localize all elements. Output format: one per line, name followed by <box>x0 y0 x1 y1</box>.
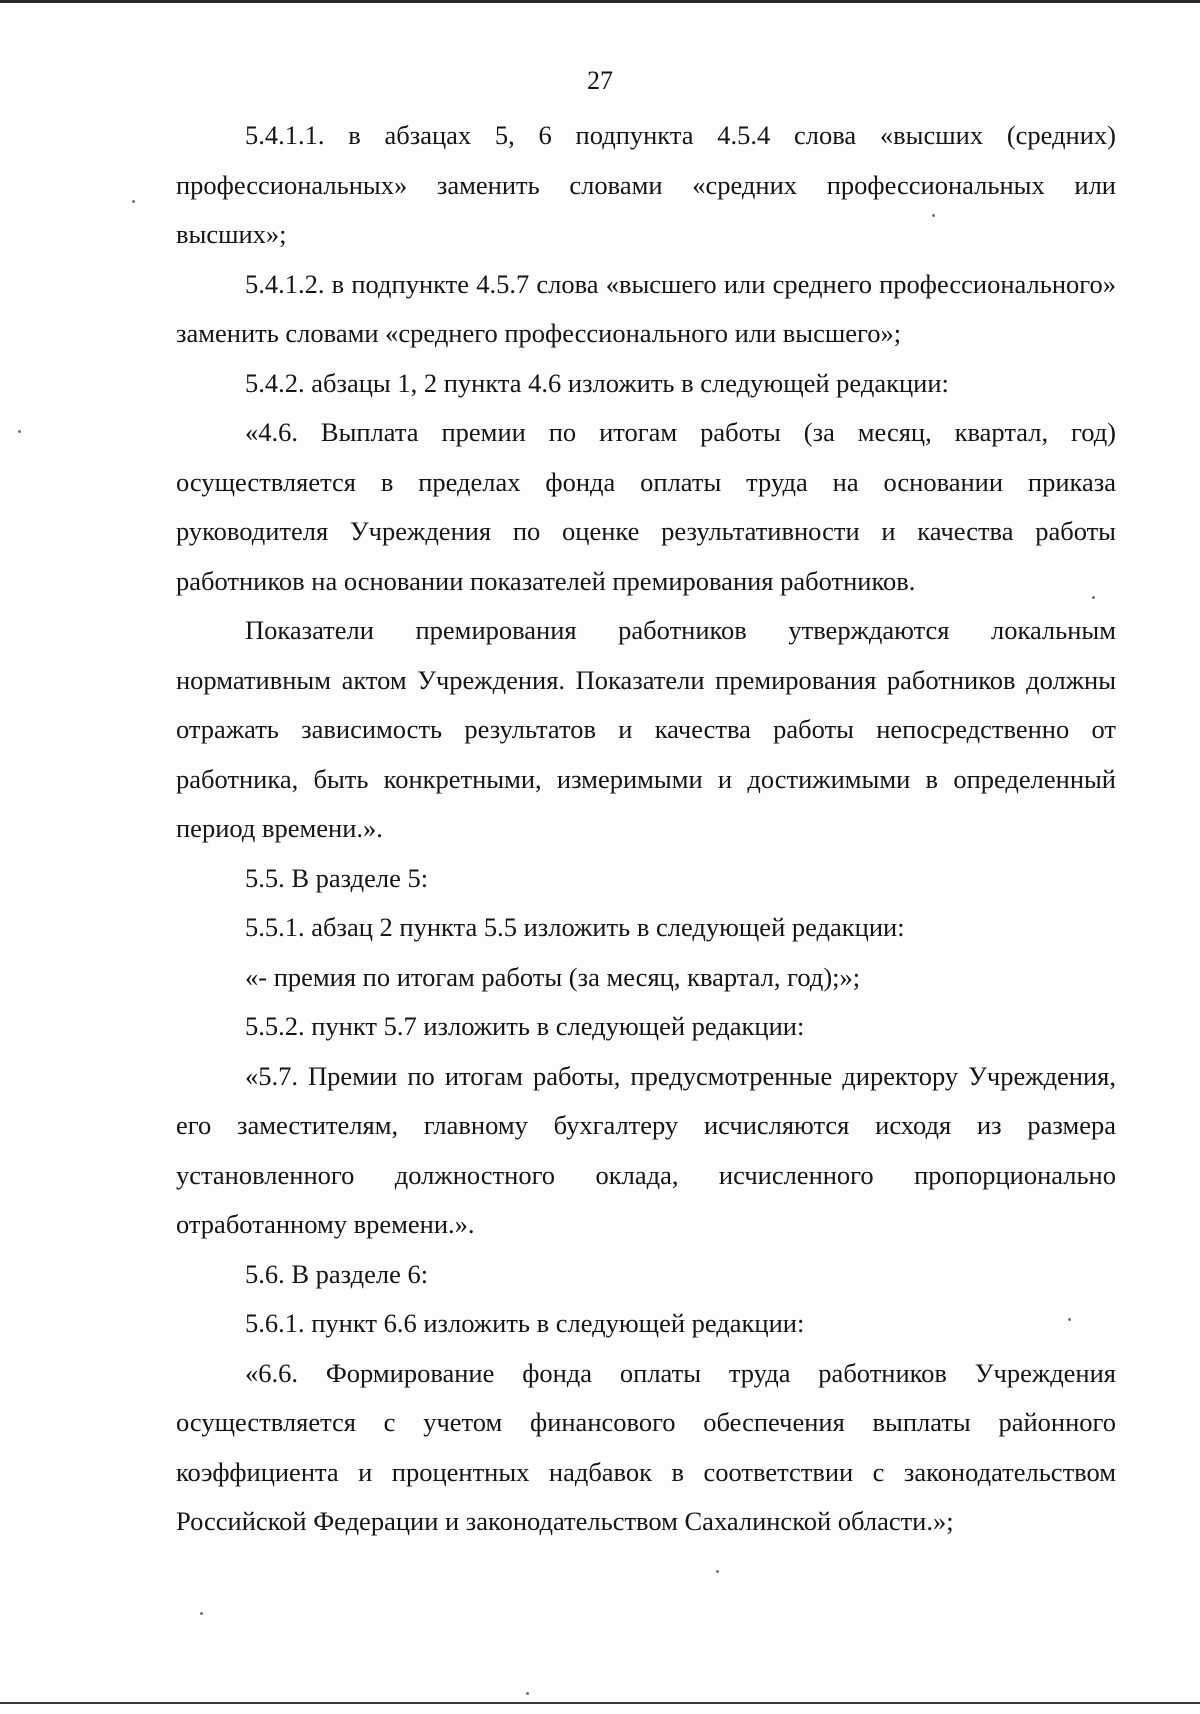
scan-speck <box>1068 1318 1071 1321</box>
scan-border-top <box>0 0 1200 3</box>
paragraph-5-5-1: 5.5.1. абзац 2 пункта 5.5 изложить в следующей редакции: <box>245 912 905 942</box>
paragraph-4-6-quote: «4.6. Выплата премии по итогам работы (за месяц, квартал, год) осуществляется в пределах фонда оплаты труда на основании приказа руководителя Учреждения по оценке результативности и качества работы работников на основании показателей премирования работников. <box>176 417 1116 596</box>
paragraph-5-6: 5.6. В разделе 6: <box>245 1258 429 1289</box>
scan-speck <box>132 200 135 203</box>
scan-speck <box>716 1570 719 1573</box>
page-number: 27 <box>587 66 613 95</box>
paragraph-5-6-1: 5.6.1. пункт 6.6 изложить в следующей редакции: <box>245 1308 805 1338</box>
paragraph-5-5-2: 5.5.2. пункт 5.7 изложить в следующей редакции: <box>245 1011 805 1041</box>
document-body <box>176 111 1116 1547</box>
paragraph-bonus-item: «- премия по итогам работы (за месяц, квартал, год);»; <box>245 961 861 992</box>
scan-border-bottom <box>0 1702 1200 1704</box>
scan-speck <box>18 430 21 433</box>
scan-speck <box>932 214 935 217</box>
scan-speck <box>526 1692 529 1695</box>
scan-speck <box>1092 596 1095 599</box>
paragraph-6-6-quote: «6.6. Формирование фонда оплаты труда работников Учреждения осуществляется с учетом финансового обеспечения выплаты районного коэффициента и процентных надбавок в соответствии с законодательством Российской Федерации и законодательством Сахалинской области.»; <box>176 1357 1116 1536</box>
paragraph-5-5: 5.5. В разделе 5: <box>245 862 429 893</box>
scan-speck <box>200 1612 203 1615</box>
paragraph-bonus-indicators: Показатели премирования работников утверждаются локальным нормативным актом Учреждения. Показатели премирования работников должны отражать зависимость результатов и качества работы непосредственно от работника, быть конкретными, измеримыми и достижимыми в определенный период времени.». <box>176 615 1116 843</box>
paragraph-5-7-quote: «5.7. Премии по итогам работы, предусмотренные директору Учреждения, его заместителям, главному бухгалтеру исчисляются исходя из размера установленного должностного оклада, исчисленного пропорционально отработанному времени.». <box>176 1060 1116 1239</box>
paragraph-5-4-1-2: 5.4.1.2. в подпункте 4.5.7 слова «высшего или среднего профессионального» заменить словами «среднего профессионального или высшего»; <box>176 268 1116 348</box>
paragraph-5-4-1-1: 5.4.1.1. в абзацах 5, 6 подпункта 4.5.4 слова «высших (средних) профессиональных» заменить словами «средних профессиональных или высших»; <box>176 120 1116 249</box>
paragraph-5-4-2: 5.4.2. абзацы 1, 2 пункта 4.6 изложить в следующей редакции: <box>245 367 949 398</box>
